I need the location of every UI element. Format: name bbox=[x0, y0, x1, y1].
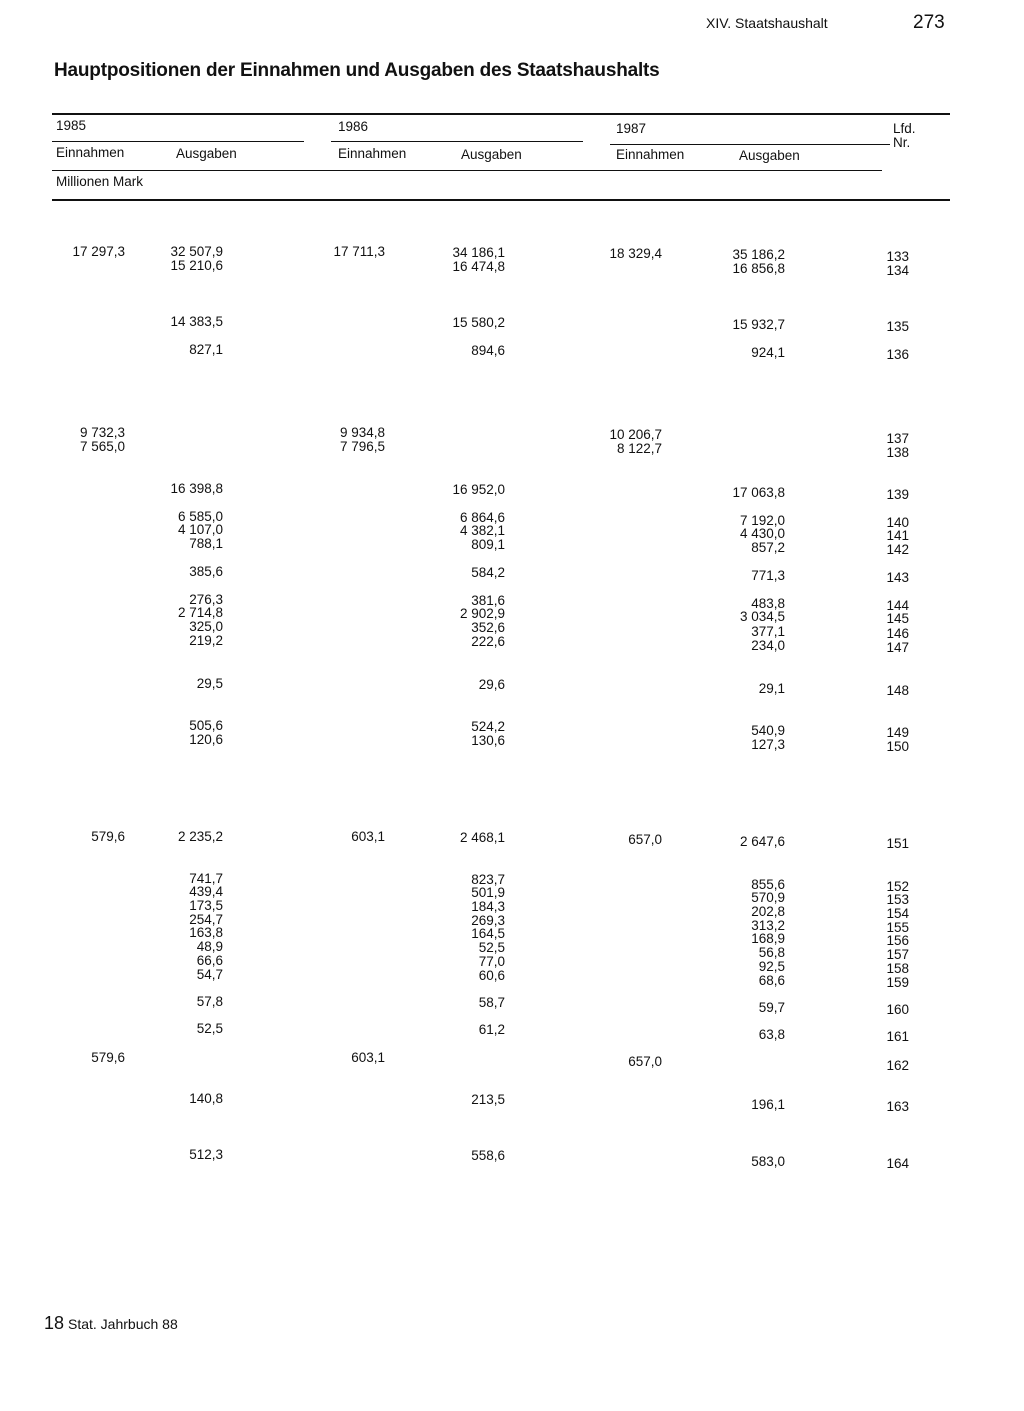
cell-ausgaben-1987-row-1: 35 186,2 bbox=[732, 247, 785, 262]
cell-ausgaben-1987-row-15: 234,0 bbox=[751, 638, 785, 653]
cell-ausgaben-1986-row-17: 524,2 bbox=[471, 719, 505, 734]
nr-label: Nr. bbox=[893, 135, 911, 150]
cell-ausgaben-1986-row-25: 52,5 bbox=[478, 940, 505, 955]
cell-ausgaben-1986-row-14: 352,6 bbox=[471, 620, 505, 635]
cell-ausgaben-1986-row-21: 501,9 bbox=[471, 885, 505, 900]
cell-ausgaben-1987-row-14: 377,1 bbox=[751, 624, 785, 639]
cell-ausgaben-1987-row-31: 196,1 bbox=[751, 1097, 785, 1112]
cell-ausgaben-1985-row-15: 219,2 bbox=[189, 633, 223, 648]
cell-einnahmen-1987-row-30: 657,0 bbox=[628, 1054, 662, 1069]
year-1987: 1987 bbox=[616, 121, 647, 136]
cell-lfd-nr-row-21: 153 bbox=[886, 892, 909, 907]
cell-ausgaben-1986-row-31: 213,5 bbox=[471, 1092, 505, 1107]
cell-ausgaben-1987-row-24: 168,9 bbox=[751, 931, 785, 946]
cell-ausgaben-1987-row-20: 855,6 bbox=[751, 877, 785, 892]
cell-ausgaben-1985-row-13: 2 714,8 bbox=[177, 605, 223, 620]
cell-einnahmen-1987-row-19: 657,0 bbox=[628, 832, 662, 847]
cell-lfd-nr-row-2: 134 bbox=[886, 263, 909, 278]
cell-ausgaben-1987-row-4: 924,1 bbox=[751, 345, 785, 360]
cell-einnahmen-1987-row-1: 18 329,4 bbox=[609, 246, 662, 261]
cell-ausgaben-1985-row-26: 66,6 bbox=[196, 953, 223, 968]
cell-ausgaben-1986-row-2: 16 474,8 bbox=[452, 259, 505, 274]
cell-ausgaben-1985-row-11: 385,6 bbox=[189, 564, 223, 579]
cell-ausgaben-1987-row-23: 313,2 bbox=[751, 918, 785, 933]
cell-ausgaben-1986-row-8: 6 864,6 bbox=[459, 510, 505, 525]
cell-ausgaben-1985-row-28: 57,8 bbox=[196, 994, 223, 1009]
cell-einnahmen-1987-row-5: 10 206,7 bbox=[609, 427, 662, 442]
cell-lfd-nr-row-3: 135 bbox=[886, 319, 909, 334]
cell-lfd-nr-row-30: 162 bbox=[886, 1058, 909, 1073]
table-top-rule bbox=[52, 113, 950, 115]
cell-lfd-nr-row-29: 161 bbox=[886, 1029, 909, 1044]
cell-ausgaben-1985-row-32: 512,3 bbox=[189, 1147, 223, 1162]
cell-lfd-nr-row-9: 141 bbox=[886, 528, 909, 543]
cell-ausgaben-1985-row-21: 439,4 bbox=[189, 884, 223, 899]
cell-ausgaben-1987-row-2: 16 856,8 bbox=[732, 261, 785, 276]
cell-ausgaben-1986-row-12: 381,6 bbox=[471, 593, 505, 608]
year-rule-1985 bbox=[52, 141, 304, 142]
einnahmen-1987-label: Einnahmen bbox=[616, 147, 685, 162]
cell-ausgaben-1985-row-24: 163,8 bbox=[189, 925, 223, 940]
cell-lfd-nr-row-15: 147 bbox=[886, 640, 909, 655]
year-1986: 1986 bbox=[338, 119, 369, 134]
cell-lfd-nr-row-6: 138 bbox=[886, 445, 909, 460]
cell-ausgaben-1985-row-29: 52,5 bbox=[196, 1021, 223, 1036]
cell-ausgaben-1986-row-24: 164,5 bbox=[471, 926, 505, 941]
cell-ausgaben-1985-row-19: 2 235,2 bbox=[177, 829, 223, 844]
cell-ausgaben-1985-row-10: 788,1 bbox=[189, 536, 223, 551]
cell-lfd-nr-row-5: 137 bbox=[886, 431, 909, 446]
cell-ausgaben-1986-row-29: 61,2 bbox=[478, 1022, 505, 1037]
year-rule-1986 bbox=[331, 141, 583, 142]
cell-einnahmen-1987-row-6: 8 122,7 bbox=[616, 441, 662, 456]
cell-ausgaben-1986-row-7: 16 952,0 bbox=[452, 482, 505, 497]
cell-ausgaben-1986-row-1: 34 186,1 bbox=[452, 245, 505, 260]
cell-ausgaben-1986-row-4: 894,6 bbox=[471, 343, 505, 358]
unit-label: Millionen Mark bbox=[56, 174, 144, 189]
cell-lfd-nr-row-8: 140 bbox=[886, 515, 909, 530]
cell-ausgaben-1985-row-23: 254,7 bbox=[189, 912, 223, 927]
cell-ausgaben-1986-row-26: 77,0 bbox=[478, 954, 505, 969]
cell-ausgaben-1985-row-4: 827,1 bbox=[189, 342, 223, 357]
cell-lfd-nr-row-28: 160 bbox=[886, 1002, 909, 1017]
cell-ausgaben-1987-row-28: 59,7 bbox=[758, 1000, 785, 1015]
cell-ausgaben-1987-row-17: 540,9 bbox=[751, 723, 785, 738]
cell-lfd-nr-row-25: 157 bbox=[886, 947, 909, 962]
cell-ausgaben-1986-row-23: 269,3 bbox=[471, 913, 505, 928]
year-1985: 1985 bbox=[56, 118, 87, 133]
cell-ausgaben-1986-row-9: 4 382,1 bbox=[459, 523, 505, 538]
cell-ausgaben-1985-row-8: 6 585,0 bbox=[177, 509, 223, 524]
cell-ausgaben-1987-row-25: 56,8 bbox=[758, 945, 785, 960]
cell-einnahmen-1986-row-1: 17 711,3 bbox=[333, 244, 385, 259]
cell-ausgaben-1986-row-20: 823,7 bbox=[471, 872, 505, 887]
cell-ausgaben-1985-row-18: 120,6 bbox=[189, 732, 223, 747]
cell-lfd-nr-row-13: 145 bbox=[886, 611, 909, 626]
cell-einnahmen-1985-row-6: 7 565,0 bbox=[79, 439, 125, 454]
cell-ausgaben-1985-row-22: 173,5 bbox=[189, 898, 223, 913]
cell-ausgaben-1986-row-10: 809,1 bbox=[471, 537, 505, 552]
cell-ausgaben-1987-row-27: 68,6 bbox=[758, 973, 785, 988]
cell-ausgaben-1987-row-29: 63,8 bbox=[758, 1027, 785, 1042]
year-rule-1987 bbox=[610, 144, 890, 145]
cell-lfd-nr-row-1: 133 bbox=[886, 249, 909, 264]
cell-lfd-nr-row-16: 148 bbox=[886, 683, 909, 698]
cell-lfd-nr-row-18: 150 bbox=[886, 739, 909, 754]
cell-ausgaben-1985-row-3: 14 383,5 bbox=[170, 314, 223, 329]
section-header: XIV. Staatshaushalt bbox=[706, 15, 828, 31]
cell-lfd-nr-row-31: 163 bbox=[886, 1099, 909, 1114]
ausgaben-1985-label: Ausgaben bbox=[176, 146, 237, 161]
cell-ausgaben-1985-row-9: 4 107,0 bbox=[177, 522, 223, 537]
unit-rule bbox=[52, 170, 882, 171]
cell-lfd-nr-row-11: 143 bbox=[886, 570, 909, 585]
cell-lfd-nr-row-24: 156 bbox=[886, 933, 909, 948]
cell-ausgaben-1986-row-18: 130,6 bbox=[471, 733, 505, 748]
cell-lfd-nr-row-17: 149 bbox=[886, 725, 909, 740]
cell-ausgaben-1986-row-3: 15 580,2 bbox=[452, 315, 505, 330]
einnahmen-1985-label: Einnahmen bbox=[56, 145, 125, 160]
footer-source: Stat. Jahrbuch 88 bbox=[68, 1316, 178, 1332]
cell-lfd-nr-row-26: 158 bbox=[886, 961, 909, 976]
cell-ausgaben-1986-row-15: 222,6 bbox=[471, 634, 505, 649]
cell-lfd-nr-row-4: 136 bbox=[886, 347, 909, 362]
cell-ausgaben-1985-row-17: 505,6 bbox=[189, 718, 223, 733]
cell-ausgaben-1985-row-20: 741,7 bbox=[189, 871, 223, 886]
einnahmen-1986-label: Einnahmen bbox=[338, 146, 407, 161]
cell-ausgaben-1987-row-11: 771,3 bbox=[751, 568, 785, 583]
cell-ausgaben-1987-row-12: 483,8 bbox=[751, 596, 785, 611]
cell-ausgaben-1986-row-27: 60,6 bbox=[478, 968, 505, 983]
table-header-bottom-rule bbox=[52, 199, 950, 201]
page-number: 273 bbox=[913, 12, 945, 33]
cell-ausgaben-1986-row-28: 58,7 bbox=[478, 995, 505, 1010]
cell-lfd-nr-row-12: 144 bbox=[886, 598, 909, 613]
cell-lfd-nr-row-23: 155 bbox=[886, 920, 909, 935]
cell-ausgaben-1985-row-31: 140,8 bbox=[189, 1091, 223, 1106]
cell-ausgaben-1987-row-9: 4 430,0 bbox=[739, 526, 785, 541]
cell-lfd-nr-row-10: 142 bbox=[886, 542, 909, 557]
cell-lfd-nr-row-7: 139 bbox=[886, 487, 909, 502]
cell-ausgaben-1986-row-22: 184,3 bbox=[471, 899, 505, 914]
cell-ausgaben-1987-row-26: 92,5 bbox=[758, 959, 785, 974]
cell-ausgaben-1986-row-13: 2 902,9 bbox=[459, 606, 505, 621]
cell-einnahmen-1986-row-5: 9 934,8 bbox=[339, 425, 385, 440]
cell-ausgaben-1987-row-18: 127,3 bbox=[751, 737, 785, 752]
lfd-label: Lfd. bbox=[893, 121, 916, 136]
cell-ausgaben-1985-row-16: 29,5 bbox=[196, 676, 223, 691]
cell-ausgaben-1987-row-10: 857,2 bbox=[751, 540, 785, 555]
ausgaben-1986-label: Ausgaben bbox=[461, 147, 522, 162]
cell-ausgaben-1986-row-32: 558,6 bbox=[471, 1148, 505, 1163]
cell-ausgaben-1987-row-19: 2 647,6 bbox=[739, 834, 785, 849]
cell-ausgaben-1987-row-32: 583,0 bbox=[751, 1154, 785, 1169]
cell-einnahmen-1986-row-30: 603,1 bbox=[351, 1050, 385, 1065]
cell-ausgaben-1985-row-27: 54,7 bbox=[196, 967, 223, 982]
cell-lfd-nr-row-27: 159 bbox=[886, 975, 909, 990]
cell-ausgaben-1987-row-21: 570,9 bbox=[751, 890, 785, 905]
cell-einnahmen-1986-row-19: 603,1 bbox=[351, 829, 385, 844]
cell-einnahmen-1985-row-5: 9 732,3 bbox=[79, 425, 125, 440]
cell-ausgaben-1985-row-25: 48,9 bbox=[196, 939, 223, 954]
cell-ausgaben-1987-row-16: 29,1 bbox=[758, 681, 785, 696]
cell-einnahmen-1986-row-6: 7 796,5 bbox=[339, 439, 385, 454]
cell-einnahmen-1985-row-1: 17 297,3 bbox=[72, 244, 125, 259]
cell-ausgaben-1987-row-22: 202,8 bbox=[751, 904, 785, 919]
ausgaben-1987-label: Ausgaben bbox=[739, 148, 800, 163]
cell-ausgaben-1987-row-7: 17 063,8 bbox=[732, 485, 785, 500]
cell-ausgaben-1985-row-12: 276,3 bbox=[189, 592, 223, 607]
cell-ausgaben-1985-row-1: 32 507,9 bbox=[170, 244, 223, 259]
page-title: Hauptpositionen der Einnahmen und Ausgaben des Staatshaushalts bbox=[54, 60, 660, 81]
cell-ausgaben-1985-row-7: 16 398,8 bbox=[170, 481, 223, 496]
cell-ausgaben-1986-row-11: 584,2 bbox=[471, 565, 505, 580]
footer-number: 18 bbox=[44, 1313, 65, 1333]
cell-lfd-nr-row-14: 146 bbox=[886, 626, 909, 641]
cell-ausgaben-1987-row-3: 15 932,7 bbox=[732, 317, 785, 332]
cell-ausgaben-1986-row-19: 2 468,1 bbox=[459, 830, 505, 845]
cell-lfd-nr-row-19: 151 bbox=[886, 836, 909, 851]
cell-ausgaben-1987-row-8: 7 192,0 bbox=[739, 513, 785, 528]
cell-ausgaben-1987-row-13: 3 034,5 bbox=[739, 609, 785, 624]
cell-lfd-nr-row-20: 152 bbox=[886, 879, 909, 894]
cell-einnahmen-1985-row-19: 579,6 bbox=[91, 829, 125, 844]
cell-ausgaben-1986-row-16: 29,6 bbox=[478, 677, 505, 692]
cell-ausgaben-1985-row-2: 15 210,6 bbox=[170, 258, 223, 273]
cell-lfd-nr-row-32: 164 bbox=[886, 1156, 909, 1171]
cell-ausgaben-1985-row-14: 325,0 bbox=[189, 619, 223, 634]
cell-lfd-nr-row-22: 154 bbox=[886, 906, 909, 921]
cell-einnahmen-1985-row-30: 579,6 bbox=[91, 1050, 125, 1065]
